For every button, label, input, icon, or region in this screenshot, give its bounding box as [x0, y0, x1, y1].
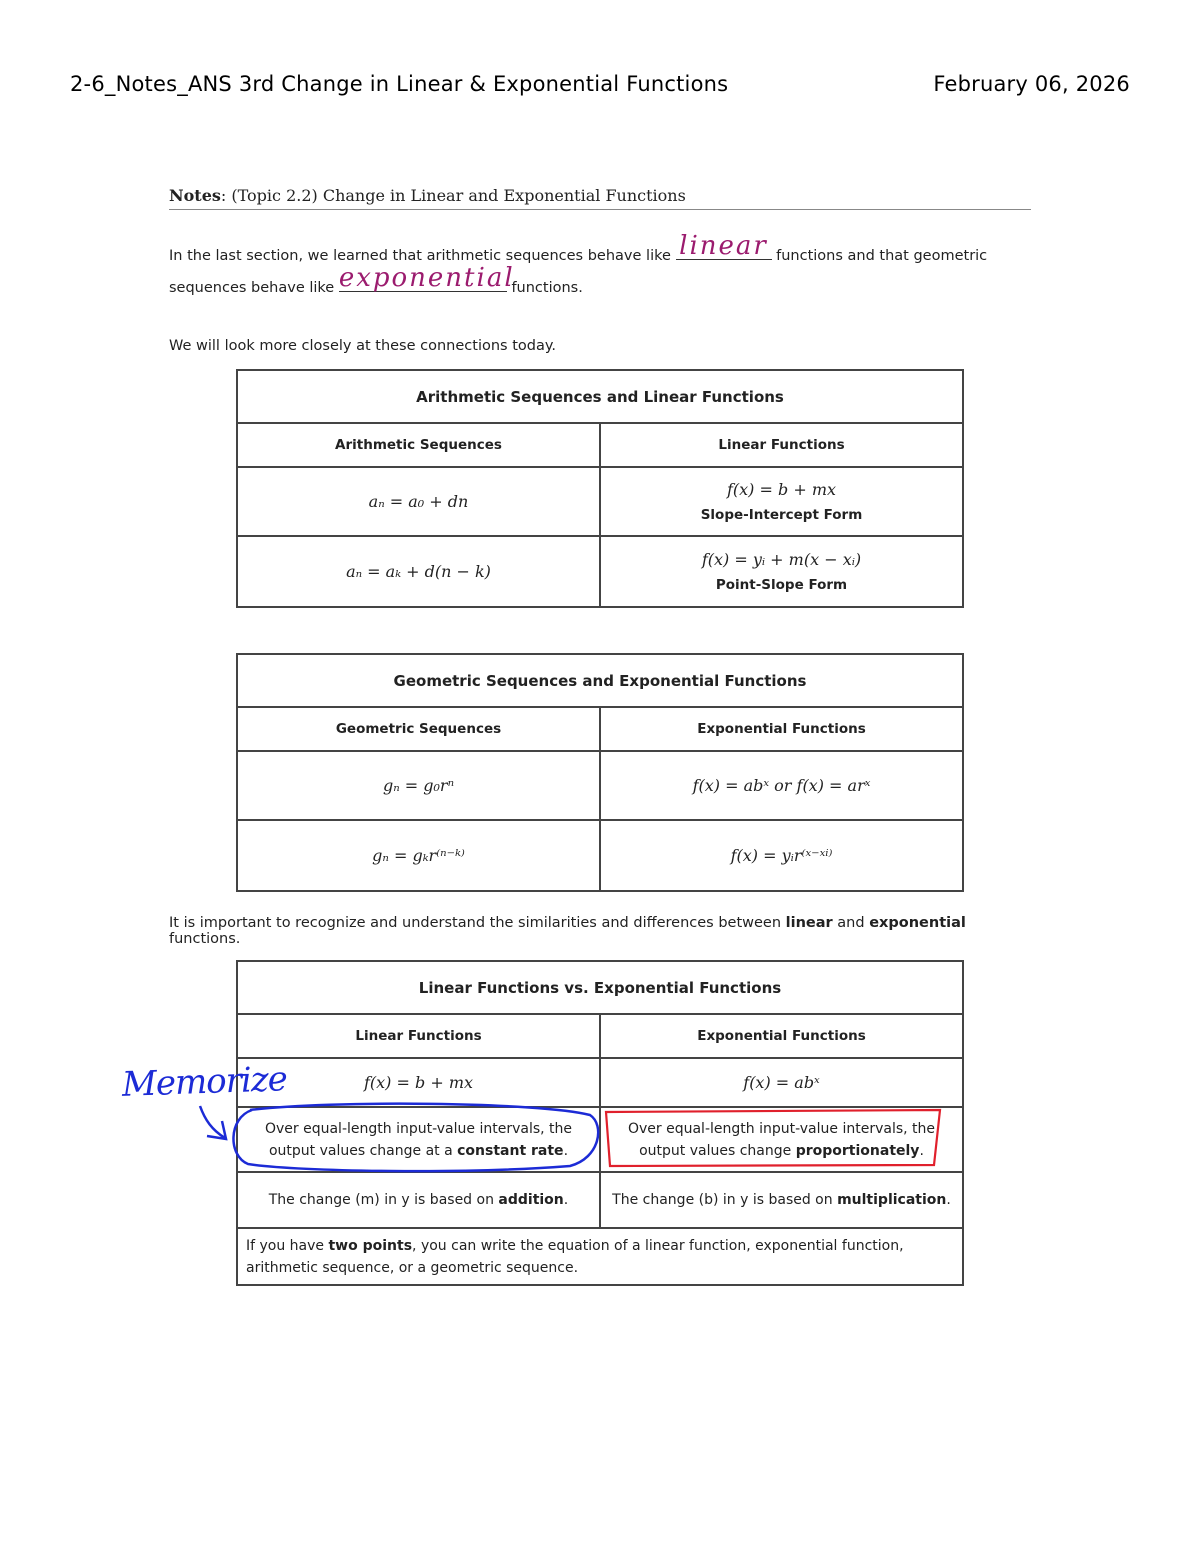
formula-cell [600, 467, 963, 536]
formula-cell [600, 536, 963, 607]
formula-cell: f(x) = yᵢr⁽ˣ⁻ˣⁱ⁾ [600, 820, 963, 891]
geometric-exponential-table [236, 653, 964, 892]
notes-heading [169, 186, 1031, 210]
important-text [169, 915, 1031, 947]
formula-cell: aₙ = aₖ + d(n − k) [237, 536, 600, 607]
arithmetic-linear-table [236, 369, 964, 608]
blank-linear [676, 231, 772, 261]
important-end: functions. [169, 931, 241, 947]
emphasis-proportionately: proportionately [795, 1142, 920, 1159]
two-points-note [237, 1228, 963, 1285]
blank-exponential [338, 263, 515, 293]
text: Over equal-length input-value intervals, the output values change [627, 1120, 935, 1159]
notes-heading-text: : (Topic 2.2) Change in Linear and Exponential Functions [220, 186, 686, 205]
important-linear: linear [785, 915, 833, 931]
emphasis-multiplication: multiplication [837, 1192, 947, 1208]
intro-text-c: functions. [511, 280, 583, 296]
emphasis-addition: addition [498, 1192, 564, 1208]
text: . [919, 1142, 924, 1159]
text: , you can write the equation of a linear function, exponential function, arithmetic sequence, or a geometric sequence. [246, 1237, 904, 1276]
emphasis-constant-rate: constant rate [457, 1142, 564, 1159]
page-title: 2-6_Notes_ANS 3rd Change in Linear & Exponential Functions [70, 72, 729, 96]
form-label: Slope-Intercept Form [700, 507, 863, 523]
text: The change (m) in y is based on [268, 1192, 499, 1208]
exponential-change-description [600, 1107, 963, 1172]
column-header: Geometric Sequences [237, 707, 600, 751]
column-header: Arithmetic Sequences [237, 423, 600, 467]
formula: f(x) = yᵢ + m(x − xᵢ) [701, 550, 862, 569]
formula-cell: f(x) = abˣ or f(x) = arˣ [600, 751, 963, 820]
table-title: Arithmetic Sequences and Linear Functions [237, 370, 963, 423]
text: The change (b) in y is based on [612, 1192, 838, 1208]
column-header: Linear Functions [600, 423, 963, 467]
emphasis-two-points: two points [328, 1237, 413, 1254]
exponential-change-basis [600, 1172, 963, 1228]
column-header: Linear Functions [237, 1014, 600, 1058]
formula: f(x) = b + mx [726, 480, 837, 499]
text: . [563, 1142, 569, 1159]
formula-cell: f(x) = abˣ [600, 1058, 963, 1107]
text: . [563, 1192, 569, 1208]
text: If you have [246, 1237, 329, 1254]
formula-cell: gₙ = g₀rⁿ [237, 751, 600, 820]
notes-label: Notes [169, 186, 221, 205]
intro-text-b: functions and that geometric sequences behave like [169, 248, 988, 296]
important-exponential: exponential [869, 915, 966, 931]
important-text-a: It is important to recognize and understand the similarities and differences between [169, 915, 786, 931]
form-label: Point-Slope Form [715, 577, 848, 593]
handwritten-linear: linear [679, 231, 768, 261]
text: Over equal-length input-value intervals, the output values change at a [264, 1120, 572, 1159]
arrow-line [200, 1106, 225, 1138]
linear-change-description [237, 1107, 600, 1172]
important-and: and [832, 915, 870, 931]
column-header: Exponential Functions [600, 707, 963, 751]
arrow-head-icon [207, 1121, 226, 1139]
text: . [946, 1192, 951, 1208]
linear-vs-exponential-table [236, 960, 964, 1286]
intro-paragraph [169, 231, 1031, 304]
table-title: Linear Functions vs. Exponential Functions [237, 961, 963, 1014]
formula-cell: gₙ = gₖr⁽ⁿ⁻ᵏ⁾ [237, 820, 600, 891]
linear-change-basis [237, 1172, 600, 1228]
column-header: Exponential Functions [600, 1014, 963, 1058]
table-title: Geometric Sequences and Exponential Functions [237, 654, 963, 707]
page-date: February 06, 2026 [933, 72, 1130, 96]
handwritten-exponential: exponential [338, 263, 515, 293]
formula-cell: f(x) = b + mx [237, 1058, 600, 1107]
intro-text-a: In the last section, we learned that arithmetic sequences behave like [169, 248, 671, 264]
handwritten-memorize: Memorize [121, 1059, 288, 1105]
look-closer-text: We will look more closely at these connections today. [169, 338, 556, 354]
formula-cell: aₙ = a₀ + dn [237, 467, 600, 536]
